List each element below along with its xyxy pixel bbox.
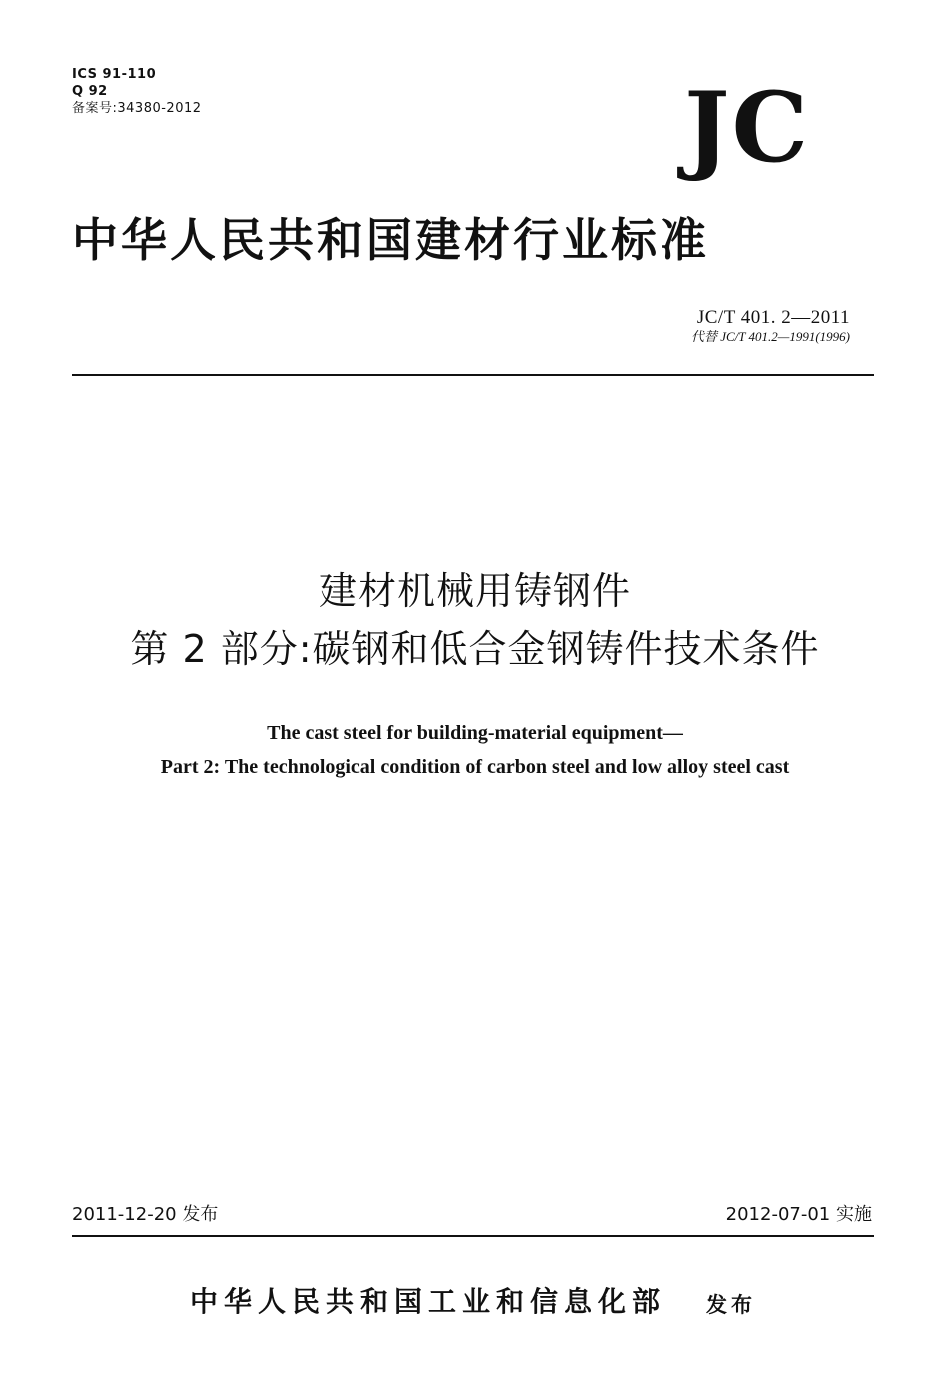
top-divider [72, 374, 874, 376]
english-title-line-2: Part 2: The technological condition of carbon steel and low alloy steel cast [160, 756, 790, 778]
chinese-title-line-1: 建材机械用铸钢件 [318, 569, 631, 613]
classification-block [72, 66, 202, 117]
publish-date: 2011-12-20 发布 [72, 1204, 219, 1225]
standard-number-block [691, 308, 850, 346]
issue-action: 发布 [706, 1292, 756, 1317]
industry-standard-heading: 中华人民共和国建材行业标准 [72, 213, 709, 267]
filing-number: 备案号:34380-2012 [72, 101, 202, 116]
bottom-divider [72, 1235, 874, 1237]
jc-logo: JC [684, 71, 810, 184]
replaces-standard: 代替 JC/T 401.2—1991(1996) [690, 329, 850, 344]
implement-date: 2012-07-01 实施 [725, 1204, 872, 1225]
chinese-title [0, 562, 950, 678]
english-title [0, 716, 950, 784]
english-title-line-1: The cast steel for building-material equipment— [267, 722, 683, 744]
ccs-code: Q 92 [72, 84, 108, 99]
standard-number: JC/T 401. 2—2011 [696, 307, 850, 328]
ics-code: ICS 91-110 [72, 67, 157, 82]
issuing-authority: 中华人民共和国工业和信息化部 [190, 1285, 667, 1318]
chinese-title-line-2: 第 2 部分:碳钢和低合金钢铸件技术条件 [130, 627, 820, 671]
